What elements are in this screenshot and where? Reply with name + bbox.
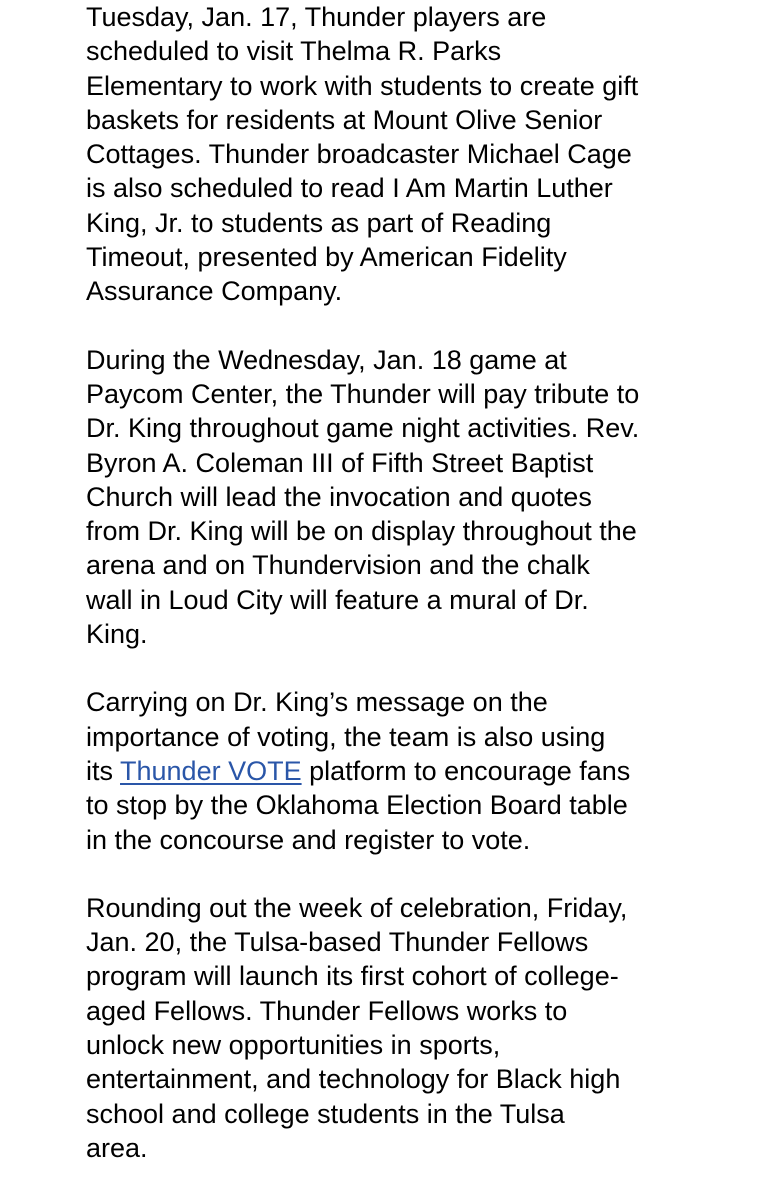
paragraph-wednesday-game: During the Wednesday, Jan. 18 game at Paycom Center, the Thunder will pay tribute to Dr. King throughout game night activities. Rev. Byron A. Coleman III of Fifth Street Baptist Church will lead the invocation and quotes from Dr. King will be on display throughout the arena and on Thundervision and the chalk wall in Loud City will feature a mural of Dr. King. bbox=[86, 344, 640, 650]
article-body bbox=[86, 0, 726, 1165]
paragraph-voting bbox=[86, 685, 726, 856]
voting-text-before-link: Carrying on Dr. King’s message on the importance of voting, the team is also using its bbox=[86, 687, 606, 786]
thunder-vote-link[interactable]: Thunder VOTE bbox=[120, 755, 302, 786]
voting-text-after-link: platform to encourage fans to stop by the Oklahoma Election Board table in the concourse and register to vote. bbox=[86, 755, 631, 855]
paragraph-tuesday-event: Tuesday, Jan. 17, Thunder players are scheduled to visit Thelma R. Parks Elementary to work with students to create gift baskets for residents at Mount Olive Senior Cottages. Thunder broadcaster Michael Cage is also scheduled to read I Am Martin Luther King, Jr. to students as part of Reading Timeout, presented by American Fidelity Assurance Company. bbox=[86, 2, 639, 307]
paragraph-thunder-fellows: Rounding out the week of celebration, Friday, Jan. 20, the Tulsa-based Thunder Fellows program will launch its first cohort of college- aged Fellows. Thunder Fellows works to unlock new opportunities in sports, entertainment, and technology for Black high school and college students in the Tulsa area. bbox=[86, 892, 628, 1163]
